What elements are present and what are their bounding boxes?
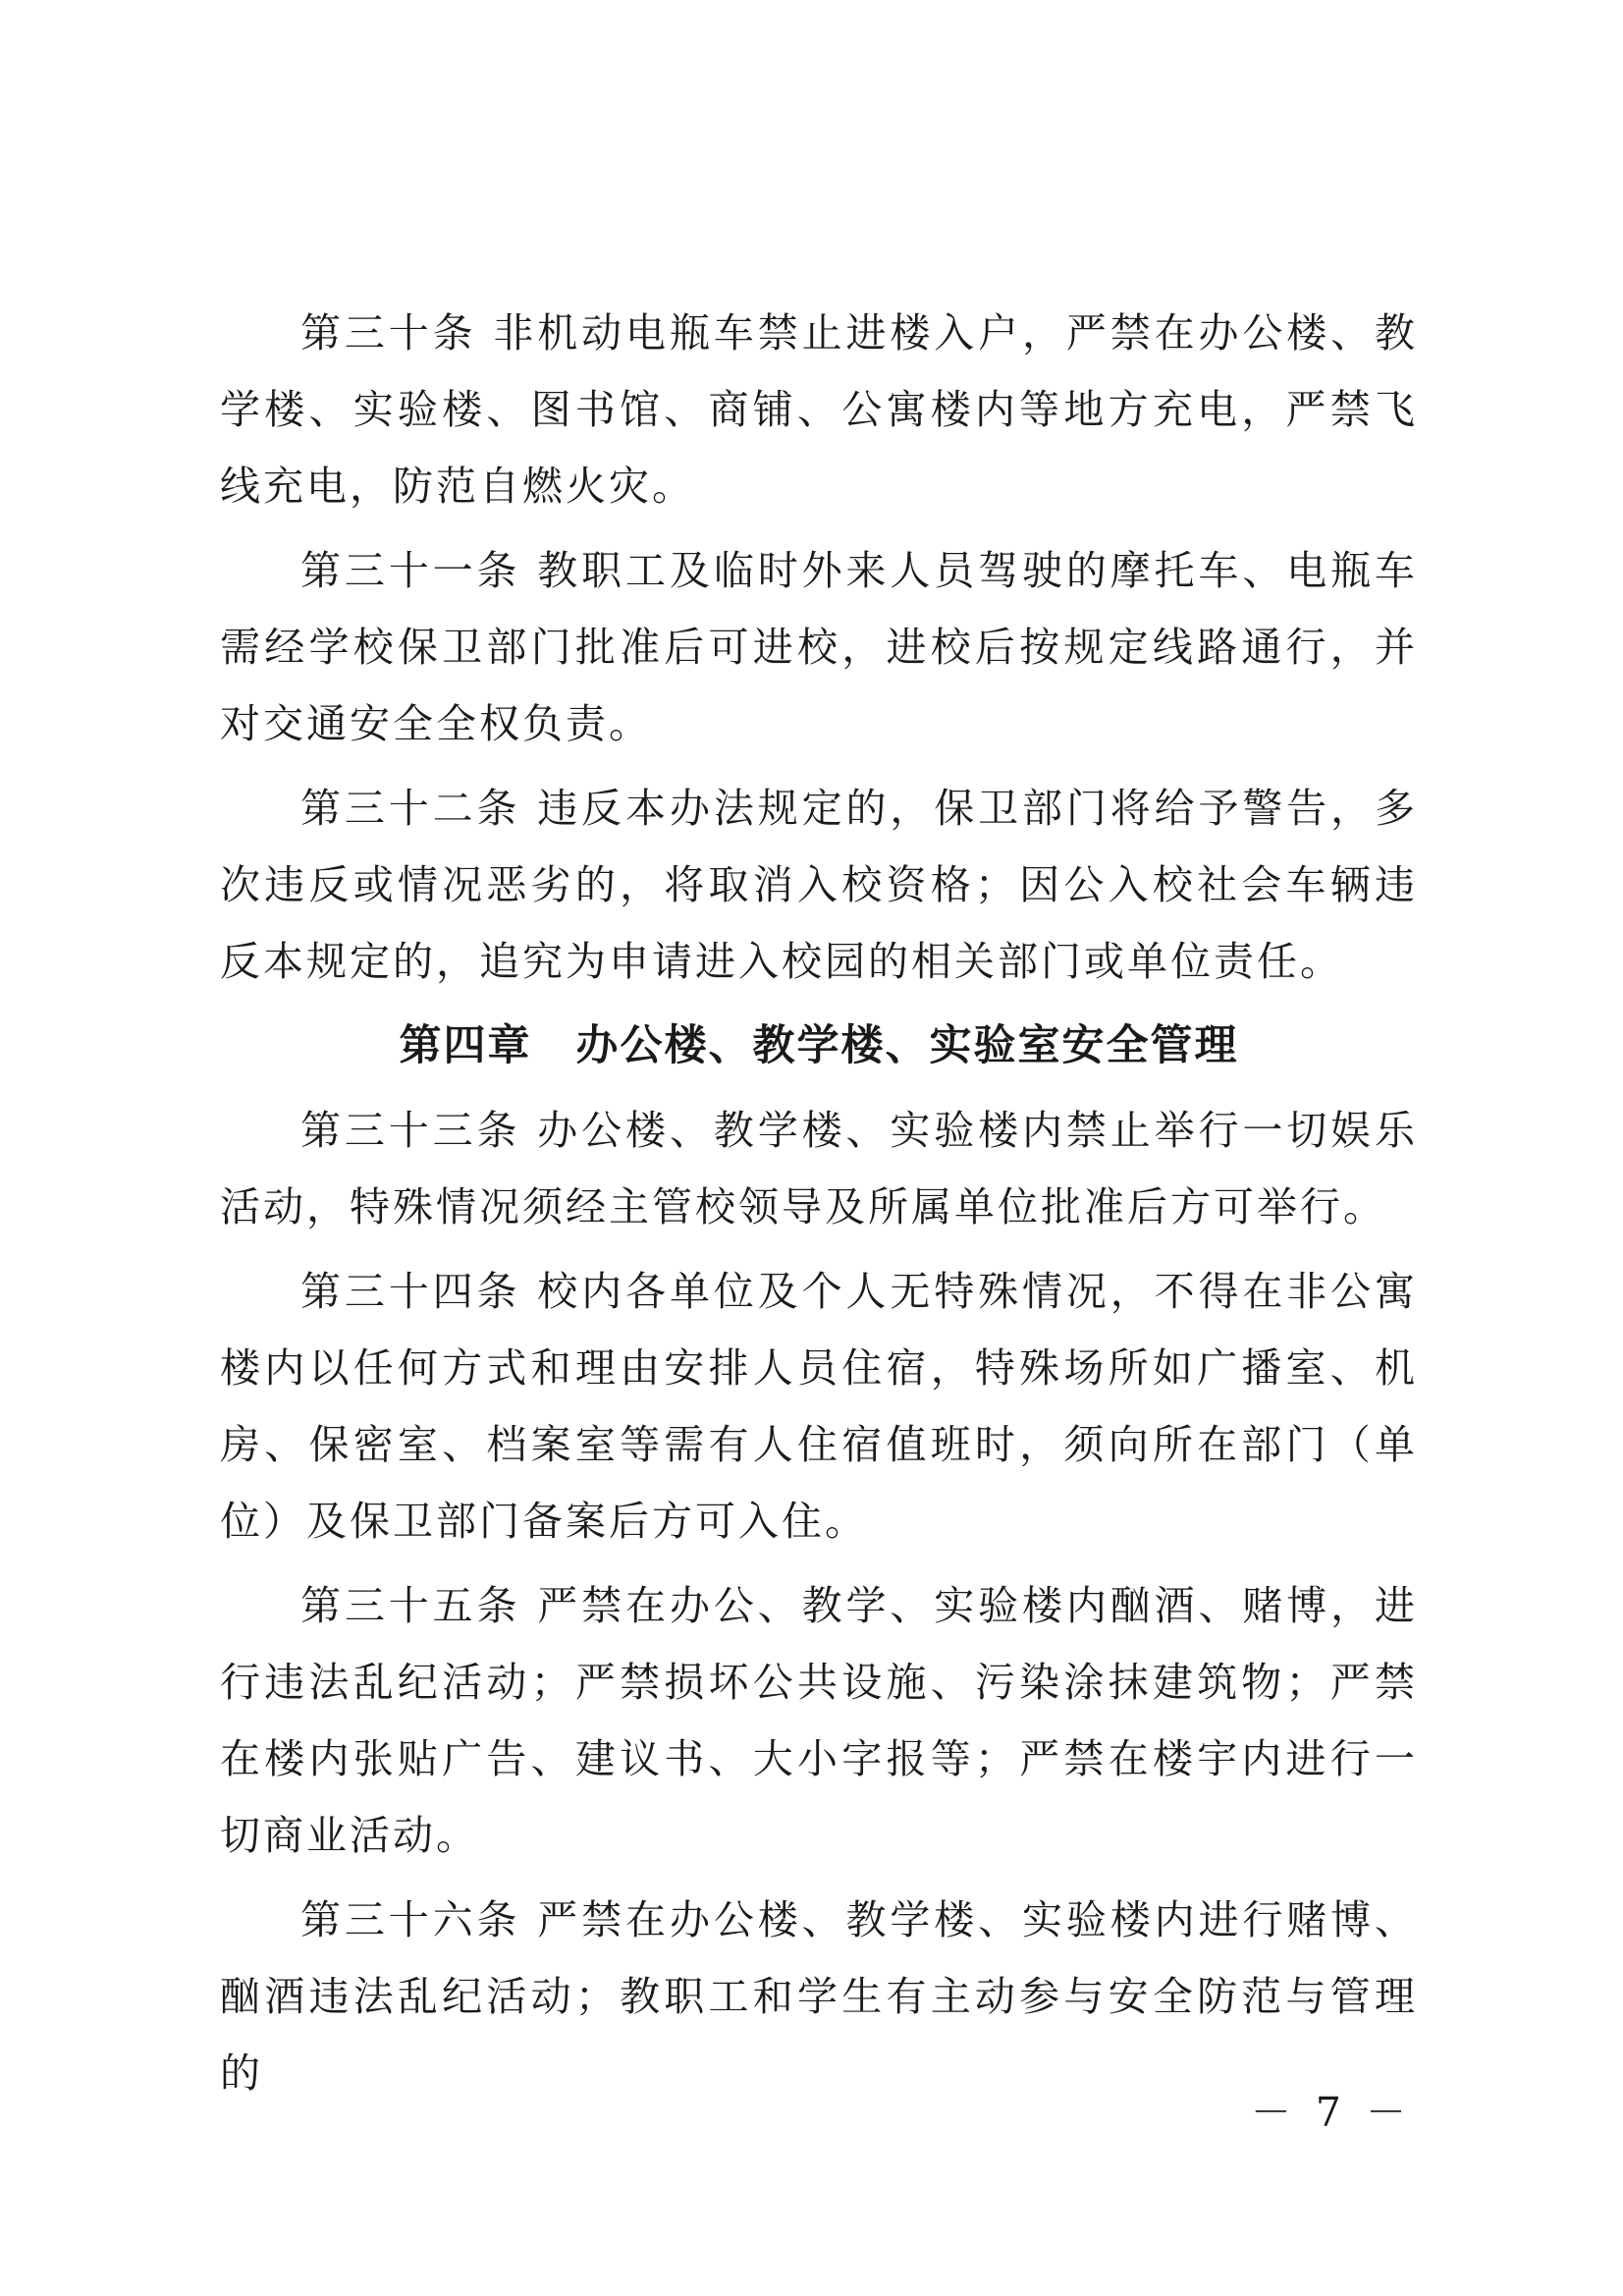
article-31: 第三十一条 教职工及临时外来人员驾驶的摩托车、电瓶车需经学校保卫部门批准后可进校，进校后按规定线路通行，并对交通安全全权负责。 [220, 547, 1418, 747]
article-36: 第三十六条 严禁在办公楼、教学楼、实验楼内进行赌博、酗酒违法乱纪活动；教职工和学生有主动参与安全防范与管理的 [220, 1896, 1418, 2097]
article-33: 第三十三条 办公楼、教学楼、实验楼内禁止举行一切娱乐活动，特殊情况须经主管校领导及所属单位批准后方可举行。 [220, 1107, 1418, 1230]
article-32: 第三十二条 违反本办法规定的，保卫部门将给予警告，多次违反或情况恶劣的，将取消入校资格；因公入校社会车辆违反本规定的，追究为申请进入校园的相关部门或单位责任。 [220, 785, 1418, 985]
article-34: 第三十四条 校内各单位及个人无特殊情况，不得在非公寓楼内以任何方式和理由安排人员住宿，特殊场所如广播室、机房、保密室、档案室等需有人住宿值班时，须向所在部门（单位）及保卫部门备案后方可入住。 [220, 1268, 1418, 1545]
article-35: 第三十五条 严禁在办公、教学、实验楼内酗酒、赌博，进行违法乱纪活动；严禁损坏公共设施、污染涂抹建筑物；严禁在楼内张贴广告、建议书、大小字报等；严禁在楼宇内进行一切商业活动。 [220, 1582, 1418, 1859]
page-number: － 7 － [1250, 2089, 1412, 2136]
document-body [220, 295, 1418, 2119]
article-30: 第三十条 非机动电瓶车禁止进楼入户，严禁在办公楼、教学楼、实验楼、图书馆、商铺、公寓楼内等地方充电，严禁飞线充电，防范自燃火灾。 [220, 309, 1418, 510]
chapter-title: 第四章 办公楼、教学楼、实验室安全管理 [399, 1021, 1239, 1070]
